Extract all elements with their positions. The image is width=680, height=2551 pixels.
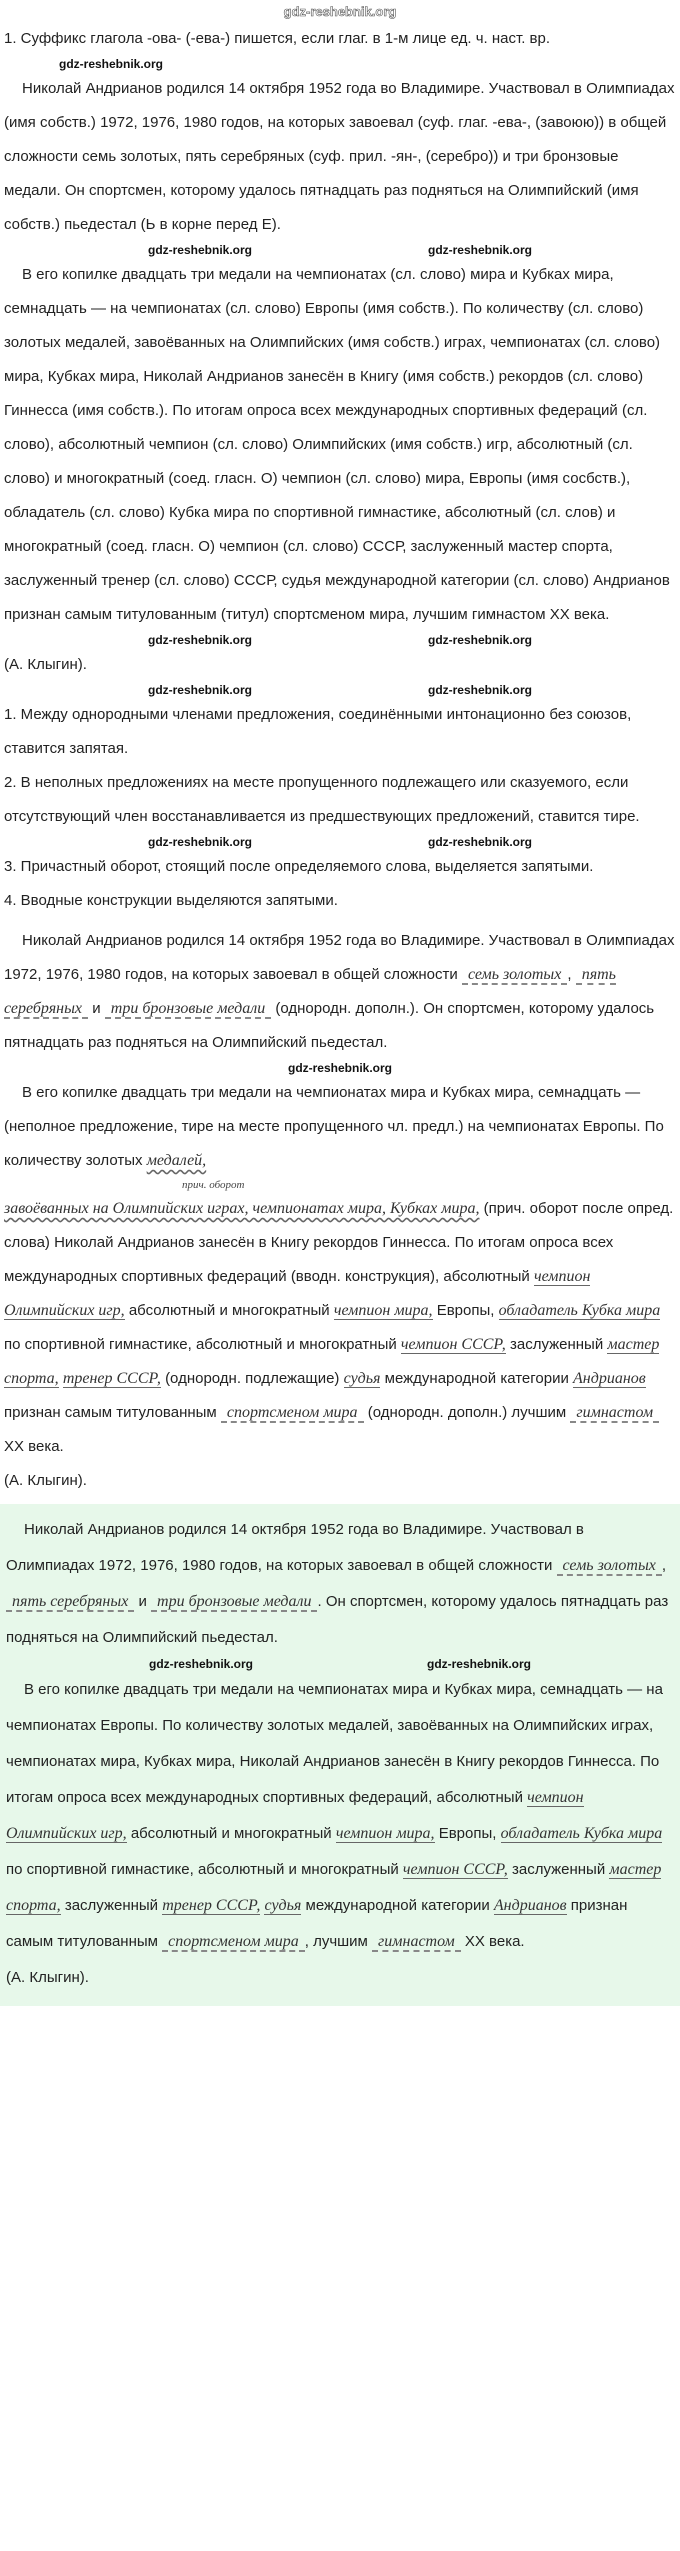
ans-hw-judge: судья [264, 1897, 302, 1914]
hw-master: мастер спорта, [4, 1336, 660, 1387]
rule-4: 4. Вводные конструкции выделяются запятыми. [4, 892, 338, 909]
rule-author: (А. Клыгин). [4, 656, 87, 673]
watermark-row: gdz-reshebnik.org gdz-reshebnik.org [148, 1657, 531, 1671]
hw-bronze: три бронзовые медали [105, 1000, 271, 1019]
hw-sportsman: спортсменом мира [221, 1404, 364, 1423]
watermark-row: gdz-reshebnik.org gdz-reshebnik.org [147, 243, 532, 257]
hw-champ-olymp: чемпион Олимпийских игр, [4, 1268, 591, 1319]
rule-3: 3. Причастный оборот, стоящий после определяемого слова, выделяется запятыми. [4, 858, 594, 875]
ans-hw-silver: пять серебряных [6, 1593, 134, 1612]
rule-paragraph-1: Николай Андрианов родился 14 октября 1952 года во Владимире. Участвовал в Олимпиадах (имя собств.) 1972, 1976, 1980 годов, на которых завоевал (суф. глаг. -ева-, (завоюю)) в общей сложности семь золотых, пять серебряных (суф. прил. -ян-, (серебро)) и три бронзовые медали. Он спортсмен, которому удалось пятнадцать раз подняться на Олимпийский (имя собств.) пьедестал (Ь в корне перед Е). [4, 80, 675, 233]
watermark-row: gdz-reshebnik.org gdz-reshebnik.org [147, 683, 532, 697]
hw-owner: обладатель Кубка мира [498, 1302, 661, 1319]
watermark-top: gdz-reshebnik.org [283, 4, 397, 19]
analysis-paragraph-2: В его копилке двадцать три медали на чемпионатах мира и Кубках мира, семнадцать — (неполное предложение, тире на месте пропущенного чл. предл.) на чемпионатах Европы. По количеству золотых медалей, прич. оборот завоёванных на Олимпийских играх, чемпионатах мира, Кубках мира, (прич. оборот после опред. слова) Николай Андрианов занесён в Книгу рекордов Гиннесса. По итогам опроса всех международных спортивных федераций (вводн. конструкция), абсолютный чемпион Олимпийских игр, абсолютный и многократный чемпион мира, Европы, обладатель Кубка мира по спортивной гимнастике, абсолютный и многократный чемпион СССР, заслуженный мастер спорта, тренер СССР, (однородн. подлежащие) судья международной категории Андрианов признан самым титулованным спортсменом мира (однородн. дополн.) лучшим гимнастом XX века. [0, 1076, 680, 1464]
ans-hw-champ-olymp: чемпион Олимпийских игр, [6, 1789, 584, 1842]
ans-hw-champ-ussr: чемпион СССР, [402, 1861, 508, 1878]
note-prich: прич. оборот [182, 1179, 245, 1191]
rule-paragraph-2: В его копилке двадцать три медали на чемпионатах (сл. слово) мира и Кубках мира, семнадцать — на чемпионатах (сл. слово) Европы (имя собств.). По количеству (сл. слово) золотых медалей, завоёванных на Олимпийских (имя собств.) играх, чемпионатах (сл. слово) мира, Кубках мира, Николай Андрианов занесён в Книгу (имя собств.) рекордов (сл. слово) Гиннесса (имя собств.). По итогам опроса всех международных спортивных федераций (сл. слово), абсолютный чемпион (сл. слово) Олимпийских (имя собств.) игр, абсолютный (сл. слово) и многократный (соед. гласн. О) чемпион (сл. слово) мира, Европы (имя сосбств.), обладатель (сл. слово) Кубка мира по спортивной гимнастике, абсолютный (сл. слов) и многократный (соед. гласн. О) чемпион (сл. слово) СССР, заслуженный мастер спорта, заслуженный тренер (сл. слово) СССР, судья международной категории (сл. слово) Андрианов признан самым титулованным (титул) спортсменом мира, лучшим гимнастом XX века. [4, 266, 670, 623]
watermark-row: gdz-reshebnik.org gdz-reshebnik.org [147, 835, 532, 849]
ans-hw-gymnast: гимнастом [372, 1933, 461, 1952]
analysis-author: (А. Клыгин). [4, 1472, 87, 1489]
hw-medals: медалей, [146, 1152, 207, 1169]
hw-champ-ussr: чемпион СССР, [400, 1336, 506, 1353]
hw-trainer: тренер СССР, [62, 1370, 161, 1387]
hw-won: завоёванных на Олимпийских играх, чемпионатах мира, Кубках мира, [4, 1200, 480, 1217]
ans-hw-trainer: тренер СССР, [162, 1897, 261, 1914]
ans-hw-bronze: три бронзовые медали [151, 1593, 317, 1612]
hw-andrianov: Андрианов [573, 1370, 646, 1387]
ans-hw-gold: семь золотых [557, 1557, 662, 1576]
rule-2: 2. В неполных предложениях на месте пропущенного подлежащего или сказуемого, если отсутствующий член восстанавливается из предшествующих предложений, ставится тире. [4, 774, 640, 825]
answer-paragraph-1: Николай Андрианов родился 14 октября 1952 года во Владимире. Участвовал в Олимпиадах 1972, 1976, 1980 годов, на которых завоевал в общей сложности семь золотых , пять серебряных и три бронзовые медали . Он спортсмен, которому удалось пятнадцать раз подняться на Олимпийский пьедестал. [6, 1521, 669, 1646]
hw-judge: судья [343, 1370, 381, 1387]
answer-block [0, 1504, 680, 2006]
ans-hw-owner: обладатель Кубка мира [500, 1825, 663, 1842]
analysis-paragraph-1: Николай Андрианов родился 14 октября 1952 года во Владимире. Участвовал в Олимпиадах 1972, 1976, 1980 годов, на которых завоевал в общей сложности семь золотых , пять серебряных и три бронзовые медали (однородн. дополн.). Он спортсмен, которому удалось пятнадцать раз подняться на Олимпийский пьедестал. [4, 932, 675, 1051]
rule-1: 1. Между однородными членами предложения, соединёнными интонационно без союзов, ставится запятая. [4, 706, 632, 757]
hw-champ-world: чемпион мира, [333, 1302, 433, 1319]
answer-paragraph-2: В его копилке двадцать три медали на чемпионатах мира и Кубках мира, семнадцать — на чемпионатах Европы. По количеству золотых медалей, завоёванных на Олимпийских играх, чемпионатах мира, Кубках мира, Николай Андрианов занесён в Книгу рекордов Гиннесса. По итогам опроса всех международных спортивных федераций, абсолютный чемпион Олимпийских игр, абсолютный и многократный чемпион мира, Европы, обладатель Кубка мира по спортивной гимнастике, абсолютный и многократный чемпион СССР, заслуженный мастер спорта, заслуженный тренер СССР, судья международной категории Андрианов признан самым титулованным спортсменом мира , лучшим гимнастом XX века. [6, 1681, 663, 1950]
ans-hw-champ-world: чемпион мира, [335, 1825, 435, 1842]
rules-block [0, 22, 680, 918]
answer-author: (А. Клыгин). [6, 1969, 89, 1986]
ans-hw-andrianov: Андрианов [493, 1897, 567, 1914]
ans-hw-master: мастер спорта, [6, 1861, 662, 1914]
hw-silver: пять серебряных [4, 966, 616, 1017]
watermark-row: gdz-reshebnik.org [287, 1061, 392, 1075]
hw-gold: семь золотых [462, 966, 567, 985]
watermark-row: gdz-reshebnik.org gdz-reshebnik.org [147, 633, 532, 647]
watermark-row: gdz-reshebnik.org [59, 57, 164, 71]
ans-hw-sportsman: спортсменом мира [162, 1933, 305, 1952]
hw-gymnast: гимнастом [570, 1404, 659, 1423]
rule-suffix: 1. Суффикс глагола -ова- (-ева-) пишется, если глаг. в 1-м лице ед. ч. наст. вр. [4, 30, 551, 47]
analysis-block [0, 918, 680, 1498]
